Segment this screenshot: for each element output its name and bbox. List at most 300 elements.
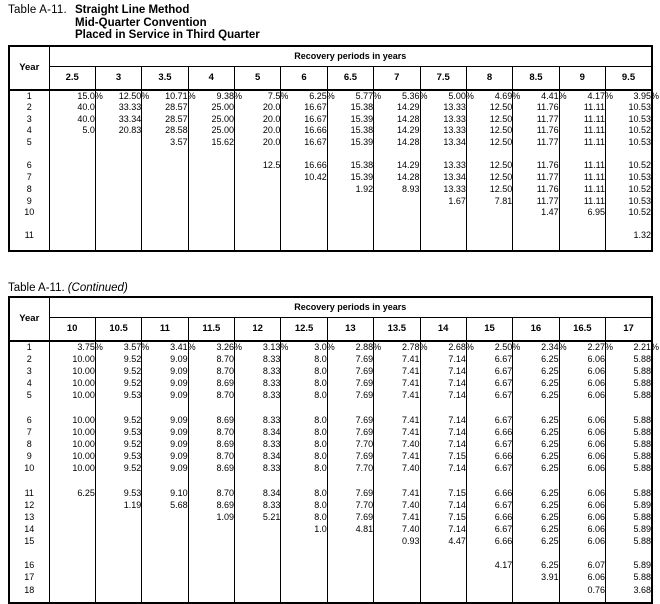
value-cell: 12.5 <box>235 160 281 172</box>
value-cell: 7.14 <box>420 462 466 474</box>
value-cell: 6.25 <box>513 426 559 438</box>
year-cell <box>9 474 49 486</box>
value-cell: 7.40 <box>374 499 420 511</box>
year-cell: 3 <box>26 366 32 377</box>
value-cell: 16.66 <box>281 125 327 137</box>
value-cell: 8.93 <box>374 183 420 195</box>
value-cell: 6.67 <box>466 414 512 426</box>
value-cell: 2.50% <box>466 341 512 353</box>
value-cell <box>235 183 281 195</box>
value-cell <box>281 206 327 218</box>
column-header-period: 3 <box>95 66 141 90</box>
value-cell <box>95 171 141 183</box>
value-cell: 11.11 <box>559 171 605 183</box>
value-cell <box>49 535 95 547</box>
value-cell: 9.10 <box>142 486 188 498</box>
year-cell: 10 <box>24 207 35 218</box>
value-cell: 10.00 <box>49 426 95 438</box>
year-cell: 15 <box>24 536 35 547</box>
value-cell <box>49 401 95 413</box>
value-cell <box>420 148 466 160</box>
value-cell: 7.40 <box>374 438 420 450</box>
value-cell: 20.83 <box>95 125 141 137</box>
value-cell: 14.29 <box>374 125 420 137</box>
value-cell: 9.09 <box>142 462 188 474</box>
value-cell: 6.67 <box>466 499 512 511</box>
value-cell <box>49 148 95 160</box>
value-cell: 6.25 <box>513 438 559 450</box>
value-cell: 5.00% <box>420 90 466 102</box>
value-cell: 16.67 <box>281 136 327 148</box>
table-row <box>9 136 652 148</box>
value-cell: 8.70 <box>188 365 234 377</box>
value-cell: 6.06 <box>559 353 605 365</box>
table2-caption-continued: (Continued) <box>67 281 128 294</box>
value-cell: 8.0 <box>281 438 327 450</box>
value-cell <box>281 547 327 559</box>
value-cell <box>49 136 95 148</box>
spacer-row <box>9 148 652 160</box>
value-cell <box>142 218 188 230</box>
table-row <box>9 462 652 474</box>
value-cell: 5.36% <box>374 90 420 102</box>
value-cell <box>466 474 512 486</box>
value-cell <box>49 218 95 230</box>
value-cell: 6.67 <box>466 365 512 377</box>
column-header-period: 13 <box>327 317 373 341</box>
value-cell <box>466 547 512 559</box>
value-cell: 13.33 <box>420 125 466 137</box>
value-cell: 6.25 <box>513 511 559 523</box>
value-cell: 6.06 <box>559 462 605 474</box>
value-cell: 33.34 <box>95 113 141 125</box>
value-cell: 7.70 <box>327 438 373 450</box>
value-cell: 5.88 <box>606 486 653 498</box>
value-cell <box>327 206 373 218</box>
value-cell: 1.32 <box>606 230 653 251</box>
value-cell <box>95 183 141 195</box>
table-row <box>9 414 652 426</box>
value-cell: 6.25 <box>513 462 559 474</box>
value-cell <box>235 571 281 583</box>
value-cell <box>559 230 605 251</box>
value-cell: 14.28 <box>374 171 420 183</box>
value-cell: 13.34 <box>420 136 466 148</box>
value-cell: 12.50 <box>466 125 512 137</box>
value-cell <box>142 511 188 523</box>
value-cell: 9.09 <box>142 389 188 401</box>
value-cell: 9.53 <box>95 486 141 498</box>
value-cell <box>188 171 234 183</box>
value-cell <box>142 401 188 413</box>
value-cell: 6.25 <box>513 414 559 426</box>
value-cell <box>420 571 466 583</box>
value-cell: 6.06 <box>559 414 605 426</box>
value-cell <box>95 136 141 148</box>
value-cell: 7.41 <box>374 426 420 438</box>
value-cell: 5.88 <box>606 571 653 583</box>
value-cell: 3.41% <box>142 341 188 353</box>
value-cell: 8.33 <box>235 414 281 426</box>
column-header-period: 15 <box>466 317 512 341</box>
value-cell: 9.38% <box>188 90 234 102</box>
value-cell: 8.70 <box>188 450 234 462</box>
value-cell: 8.0 <box>281 365 327 377</box>
value-cell: 9.09 <box>142 450 188 462</box>
value-cell: 7.41 <box>374 486 420 498</box>
value-cell <box>235 547 281 559</box>
value-cell: 7.14 <box>420 365 466 377</box>
value-cell: 7.70 <box>327 499 373 511</box>
column-header-period: 5 <box>235 66 281 90</box>
value-cell: 4.47 <box>420 535 466 547</box>
value-cell <box>142 206 188 218</box>
value-cell <box>95 218 141 230</box>
value-cell: 4.17 <box>466 559 512 571</box>
value-cell <box>188 571 234 583</box>
value-cell <box>327 195 373 207</box>
value-cell: 11.11 <box>559 136 605 148</box>
year-cell: 11 <box>24 487 34 498</box>
value-cell: 7.69 <box>327 426 373 438</box>
value-cell: 6.25 <box>513 535 559 547</box>
value-cell <box>281 401 327 413</box>
value-cell: 10.00 <box>49 438 95 450</box>
value-cell <box>466 401 512 413</box>
value-cell <box>513 547 559 559</box>
value-cell <box>327 230 373 251</box>
value-cell <box>142 171 188 183</box>
value-cell <box>188 183 234 195</box>
value-cell: 8.0 <box>281 353 327 365</box>
value-cell: 1.09 <box>188 511 234 523</box>
value-cell <box>327 547 373 559</box>
table-a11-part1 <box>8 45 660 252</box>
value-cell: 33.33 <box>95 101 141 113</box>
column-header-period: 13.5 <box>374 317 420 341</box>
value-cell <box>327 218 373 230</box>
value-cell: 2.34% <box>513 341 559 353</box>
value-cell <box>281 195 327 207</box>
value-cell: 7.15 <box>420 511 466 523</box>
value-cell: 11.11 <box>559 125 605 137</box>
value-cell: 40.0 <box>49 101 95 113</box>
value-cell: 6.67 <box>466 377 512 389</box>
year-cell: 8 <box>26 183 32 194</box>
value-cell: 12.50 <box>466 160 512 172</box>
value-cell <box>49 160 95 172</box>
value-cell <box>188 535 234 547</box>
value-cell: 8.33 <box>235 389 281 401</box>
value-cell: 7.5% <box>235 90 281 102</box>
table-a11-part2 <box>8 296 660 604</box>
span-header-recovery-periods: Recovery periods in years <box>49 297 652 318</box>
value-cell: 7.41 <box>374 450 420 462</box>
value-cell: 4.41% <box>513 90 559 102</box>
table-row <box>9 195 652 207</box>
year-cell: 17 <box>24 572 35 583</box>
year-cell: 14 <box>24 523 35 534</box>
value-cell <box>49 499 95 511</box>
value-cell <box>95 401 141 413</box>
value-cell: 9.52 <box>95 377 141 389</box>
year-cell: 16 <box>24 560 35 571</box>
value-cell: 6.07 <box>559 559 605 571</box>
value-cell <box>420 206 466 218</box>
table-row <box>9 183 652 195</box>
header-row-span <box>9 46 652 67</box>
column-header-period: 9 <box>559 66 605 90</box>
value-cell: 9.53 <box>95 389 141 401</box>
value-cell: 10.00 <box>49 353 95 365</box>
value-cell <box>281 218 327 230</box>
value-cell: 2.21% <box>606 341 653 353</box>
value-cell <box>49 547 95 559</box>
value-cell: 14.28 <box>374 113 420 125</box>
value-cell <box>142 523 188 535</box>
value-cell: 15.39 <box>327 113 373 125</box>
value-cell <box>466 148 512 160</box>
value-cell <box>188 523 234 535</box>
value-cell: 6.06 <box>559 377 605 389</box>
value-cell <box>142 547 188 559</box>
value-cell: 3.75% <box>49 341 95 353</box>
value-cell: 13.33 <box>420 160 466 172</box>
value-cell: 5.0 <box>49 125 95 137</box>
value-cell: 25.00 <box>188 101 234 113</box>
table-row <box>9 125 652 137</box>
value-cell: 11.77 <box>513 113 559 125</box>
year-cell <box>9 547 49 559</box>
value-cell: 8.33 <box>235 377 281 389</box>
value-cell <box>281 559 327 571</box>
value-cell <box>327 571 373 583</box>
value-cell: 9.52 <box>95 414 141 426</box>
value-cell: 9.52 <box>95 353 141 365</box>
value-cell <box>559 401 605 413</box>
table2-caption <box>8 282 653 294</box>
value-cell: 9.09 <box>142 426 188 438</box>
value-cell: 25.00 <box>188 113 234 125</box>
value-cell: 12.50 <box>466 183 512 195</box>
column-header-period: 11.5 <box>188 317 234 341</box>
value-cell <box>95 230 141 251</box>
value-cell: 2.68% <box>420 341 466 353</box>
year-cell: 3 <box>26 113 32 124</box>
value-cell: 10.71% <box>142 90 188 102</box>
value-cell <box>235 474 281 486</box>
table-row <box>9 559 652 571</box>
value-cell <box>142 571 188 583</box>
value-cell <box>95 148 141 160</box>
value-cell <box>142 160 188 172</box>
value-cell: 5.68 <box>142 499 188 511</box>
table-row <box>9 171 652 183</box>
table1-title-line3: Placed in Service in Third Quarter <box>75 29 260 41</box>
column-header-period: 6 <box>281 66 327 90</box>
value-cell: 7.14 <box>420 414 466 426</box>
value-cell <box>235 559 281 571</box>
value-cell: 9.09 <box>142 377 188 389</box>
value-cell <box>95 523 141 535</box>
table-row <box>9 341 652 353</box>
value-cell: 6.06 <box>559 511 605 523</box>
value-cell <box>374 559 420 571</box>
year-cell: 4 <box>26 125 32 136</box>
value-cell <box>559 474 605 486</box>
value-cell <box>49 171 95 183</box>
value-cell: 13.33 <box>420 183 466 195</box>
year-cell: 2 <box>26 102 32 113</box>
table-row <box>9 486 652 498</box>
value-cell: 5.21 <box>235 511 281 523</box>
value-cell: 25.00 <box>188 125 234 137</box>
value-cell <box>49 195 95 207</box>
value-cell: 8.70 <box>188 353 234 365</box>
value-cell <box>235 535 281 547</box>
value-cell: 13.33 <box>420 113 466 125</box>
value-cell <box>466 571 512 583</box>
value-cell <box>235 218 281 230</box>
value-cell: 6.25% <box>281 90 327 102</box>
value-cell: 11.77 <box>513 171 559 183</box>
value-cell <box>188 230 234 251</box>
value-cell <box>281 474 327 486</box>
value-cell <box>95 547 141 559</box>
value-cell: 8.69 <box>188 438 234 450</box>
value-cell: 3.26% <box>188 341 234 353</box>
value-cell: 6.06 <box>559 438 605 450</box>
value-cell: 12.50 <box>466 171 512 183</box>
table-row <box>9 438 652 450</box>
value-cell: 6.06 <box>559 486 605 498</box>
value-cell: 28.58 <box>142 125 188 137</box>
value-cell <box>559 218 605 230</box>
value-cell: 15.0% <box>49 90 95 102</box>
value-cell <box>142 559 188 571</box>
value-cell: 5.88 <box>606 426 653 438</box>
value-cell: 15.62 <box>188 136 234 148</box>
spacer-row <box>9 474 652 486</box>
value-cell: 5.88 <box>606 414 653 426</box>
value-cell: 10.00 <box>49 377 95 389</box>
value-cell <box>95 474 141 486</box>
stub-header-year: Year <box>9 297 49 341</box>
year-cell: 8 <box>26 438 32 449</box>
value-cell: 1.47 <box>513 206 559 218</box>
value-cell: 7.69 <box>327 486 373 498</box>
value-cell: 11.11 <box>559 183 605 195</box>
value-cell: 7.14 <box>420 377 466 389</box>
table2-caption-label: Table A-11. (Continued) <box>8 281 128 294</box>
value-cell: 8.34 <box>235 426 281 438</box>
value-cell <box>235 206 281 218</box>
value-cell: 7.70 <box>327 462 373 474</box>
value-cell: 28.57 <box>142 113 188 125</box>
value-cell: 8.69 <box>188 414 234 426</box>
value-cell: 4.69% <box>466 90 512 102</box>
value-cell: 7.15 <box>420 486 466 498</box>
value-cell: 13.33 <box>420 101 466 113</box>
value-cell <box>559 148 605 160</box>
value-cell: 7.40 <box>374 523 420 535</box>
value-cell: 6.25 <box>49 486 95 498</box>
value-cell: 5.88 <box>606 511 653 523</box>
value-cell: 8.33 <box>235 499 281 511</box>
year-cell: 13 <box>24 511 35 522</box>
value-cell: 11.76 <box>513 101 559 113</box>
value-cell: 10.00 <box>49 414 95 426</box>
year-cell: 1 <box>26 90 32 101</box>
table-row <box>9 389 652 401</box>
value-cell: 6.67 <box>466 523 512 535</box>
value-cell <box>142 230 188 251</box>
value-cell: 7.14 <box>420 426 466 438</box>
value-cell <box>95 160 141 172</box>
value-cell: 10.52 <box>606 206 653 218</box>
spacer-row <box>9 218 652 230</box>
value-cell <box>49 230 95 251</box>
value-cell <box>188 547 234 559</box>
value-cell: 6.66 <box>466 450 512 462</box>
value-cell: 12.50 <box>466 101 512 113</box>
value-cell: 40.0 <box>49 113 95 125</box>
value-cell <box>49 559 95 571</box>
value-cell: 5.89 <box>606 523 653 535</box>
value-cell <box>235 148 281 160</box>
value-cell: 15.39 <box>327 136 373 148</box>
value-cell: 6.25 <box>513 450 559 462</box>
value-cell: 5.88 <box>606 462 653 474</box>
year-cell: 1 <box>26 342 32 353</box>
value-cell: 20.0 <box>235 125 281 137</box>
year-cell: 6 <box>26 414 32 425</box>
value-cell: 11.76 <box>513 125 559 137</box>
value-cell: 0.76 <box>559 584 605 603</box>
column-header-period: 9.5 <box>606 66 653 90</box>
value-cell <box>374 148 420 160</box>
header-row-periods <box>9 317 652 341</box>
year-cell: 12 <box>24 499 35 510</box>
table-row <box>9 499 652 511</box>
value-cell: 8.33 <box>235 462 281 474</box>
value-cell <box>142 474 188 486</box>
value-cell: 5.88 <box>606 377 653 389</box>
table1-caption-title <box>75 4 260 42</box>
value-cell <box>142 535 188 547</box>
value-cell <box>327 401 373 413</box>
stub-header-year: Year <box>9 46 49 90</box>
value-cell: 7.69 <box>327 450 373 462</box>
column-header-period: 4 <box>188 66 234 90</box>
value-cell: 6.25 <box>513 353 559 365</box>
column-header-period: 12 <box>235 317 281 341</box>
value-cell: 7.14 <box>420 353 466 365</box>
value-cell: 15.39 <box>327 171 373 183</box>
column-header-period: 16 <box>513 317 559 341</box>
value-cell: 8.33 <box>235 353 281 365</box>
value-cell: 6.06 <box>559 389 605 401</box>
value-cell: 8.70 <box>188 426 234 438</box>
table-row <box>9 101 652 113</box>
value-cell: 10.52 <box>606 183 653 195</box>
value-cell: 6.67 <box>466 462 512 474</box>
header-row-span <box>9 297 652 318</box>
value-cell: 8.69 <box>188 377 234 389</box>
value-cell <box>188 160 234 172</box>
value-cell: 8.0 <box>281 389 327 401</box>
value-cell: 3.57% <box>95 341 141 353</box>
